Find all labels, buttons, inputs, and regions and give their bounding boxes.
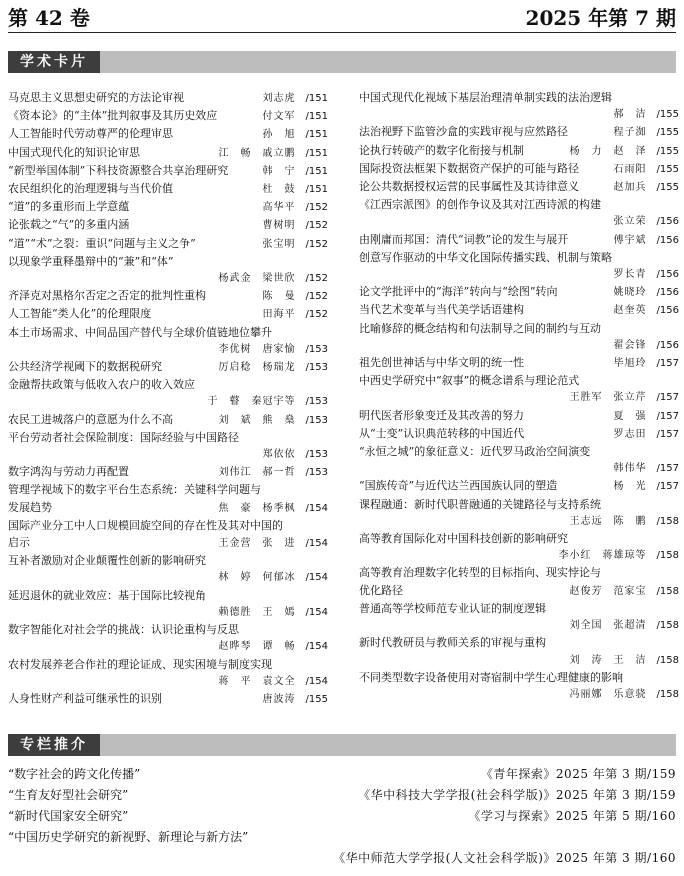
article-title: 课程融通：新时代职普融通的关键路径与支持系统	[359, 497, 601, 511]
article-page: /158	[656, 515, 679, 527]
column-rec-title: “新时代国家安全研究”	[8, 809, 129, 823]
article-meta	[8, 341, 328, 358]
article-meta	[219, 464, 328, 481]
article-title-cont: 优化路径	[359, 583, 403, 597]
article-title: 管理学视域下的数字平台生态系统：关键科学问题与	[8, 483, 261, 497]
article-row	[359, 407, 679, 425]
article-row	[359, 301, 679, 319]
article-title: 祖先创世神话与中华文明的统一性	[359, 356, 524, 370]
article-page: /157	[656, 392, 679, 404]
article-title: 高等教育国际化对中国科技创新的影响研究	[359, 532, 568, 546]
article-page: /153	[305, 467, 328, 479]
article-entry[interactable]	[8, 463, 328, 481]
article-authors: 林 婷 何郁冰	[218, 572, 296, 584]
article-page: /157	[656, 463, 679, 475]
article-row	[8, 125, 328, 143]
article-authors: 王金营 张 进	[218, 538, 296, 550]
article-authors: 姚晓玲	[613, 287, 647, 299]
article-entry[interactable]	[359, 443, 679, 477]
volume-label: 第 42 卷	[8, 5, 90, 30]
article-authors: 郑依依	[262, 449, 296, 461]
article-meta	[263, 108, 328, 125]
section-title: 学术卡片	[8, 51, 100, 73]
article-meta	[614, 408, 679, 425]
article-title: 数字鸿沟与劳动力再配置	[8, 465, 129, 479]
column-rec-title: “生育友好型社会研究”	[8, 788, 129, 802]
article-entry[interactable]	[359, 283, 679, 301]
article-authors: 王志远 陈 鹏	[569, 515, 647, 527]
article-page: /156	[656, 216, 679, 228]
article-meta	[219, 535, 328, 552]
column-rec-source: 《华中科技大学学报(社会科学版)》2025 年第 3 期/159	[358, 788, 676, 802]
article-row	[8, 358, 328, 376]
article-title: 论文学批评中的“海洋”转向与“绘图”转向	[359, 285, 558, 299]
article-entry[interactable]	[8, 305, 328, 323]
article-authors: 杨 光	[613, 481, 647, 493]
article-meta	[359, 652, 679, 669]
article-title: “新型举国体制”下科技资源整合共享治理研究	[8, 163, 229, 177]
article-title: 论公共数据授权运营的民事属性及其诗律意义	[359, 180, 579, 194]
article-title: 《江西宗派图》的创作争议及其对江西诗派的构建	[359, 198, 601, 212]
article-title: 从“士变”认识典范转移的中国近代	[359, 426, 525, 440]
article-title: 国际产业分工中人口规模回旋空间的存在性及其对中国的	[8, 518, 283, 532]
article-title: 《资本论》的“主体”批判叙事及其历史效应	[8, 109, 218, 123]
article-title: 人工智能时代劳动尊严的伦理审思	[8, 127, 173, 141]
article-meta	[219, 412, 328, 429]
article-entry[interactable]	[8, 621, 328, 655]
article-authors: 于 瞽 秦冠宇等	[207, 396, 296, 408]
article-page: /154	[305, 502, 328, 514]
article-title: 普通高等学校师范专业认证的制度逻辑	[359, 601, 546, 615]
article-entry[interactable]	[359, 669, 679, 703]
article-authors: 赵奎英	[613, 305, 647, 317]
left-column	[8, 89, 328, 708]
article-page: /156	[656, 234, 679, 246]
article-page: /152	[305, 291, 328, 303]
article-title: 由刚庸而邦国：清代“词教”论的发生与展开	[359, 232, 569, 246]
article-authors: 韩 宁	[262, 165, 296, 177]
article-entry[interactable]	[8, 235, 328, 253]
article-page: /155	[305, 693, 328, 705]
article-authors: 刘全国 张超清	[569, 620, 647, 632]
article-page: /152	[305, 202, 328, 214]
article-page: /158	[656, 550, 679, 562]
article-title: 论张载之“气”的多重内涵	[8, 218, 130, 232]
article-page: /151	[305, 184, 328, 196]
article-authors: 罗志田	[613, 428, 647, 440]
article-title-cont: 发展趋势	[8, 500, 52, 514]
column-rec-item[interactable]	[8, 785, 676, 806]
article-row	[359, 231, 679, 249]
article-title: 数字智能化对社会学的挑战：认识论重构与反思	[8, 623, 239, 637]
article-page: /156	[656, 287, 679, 299]
article-page: /153	[305, 414, 328, 426]
article-entry[interactable]	[8, 690, 328, 708]
article-page: /158	[656, 654, 679, 666]
article-page: /157	[656, 481, 679, 493]
article-page: /155	[656, 145, 679, 157]
article-row	[8, 287, 328, 305]
article-title: “国族传奇”与近代达兰西国族认同的塑造	[359, 479, 558, 493]
right-column	[359, 89, 679, 703]
column-rec-item[interactable]	[8, 806, 676, 827]
article-entry[interactable]	[8, 376, 328, 410]
article-authors: 蒋 平 袁文全	[218, 675, 296, 687]
article-meta	[219, 145, 328, 162]
article-authors: 刘伟江 郝一哲	[218, 467, 296, 479]
article-entry[interactable]	[8, 552, 328, 586]
article-entry[interactable]	[359, 477, 679, 495]
article-row	[359, 142, 679, 160]
article-meta	[8, 569, 328, 586]
article-entry[interactable]	[359, 407, 679, 425]
article-meta	[614, 284, 679, 301]
article-title-cont: 启示	[8, 536, 30, 550]
article-entry[interactable]	[359, 231, 679, 249]
article-meta	[263, 217, 328, 234]
article-row	[359, 582, 679, 600]
article-page: /154	[305, 572, 328, 584]
section-header-column-recommendations	[8, 734, 676, 756]
article-title: 马克思主义思想史研究的方法论审视	[8, 91, 184, 104]
article-meta	[614, 355, 679, 372]
article-title: 论执行转破产的数字化衔接与机制	[359, 143, 524, 157]
article-entry[interactable]	[359, 123, 679, 141]
article-authors: 李优树 唐家愉	[218, 343, 296, 355]
article-entry[interactable]	[359, 178, 679, 196]
article-meta	[570, 583, 679, 600]
article-title: 创意写作驱动的中华文化国际传播实践、机制与策略	[359, 250, 612, 264]
article-row	[8, 198, 328, 216]
article-entry[interactable]	[8, 411, 328, 429]
article-title: 国际投资法框架下数据资产保护的可能与路径	[359, 161, 579, 175]
article-meta	[219, 359, 328, 376]
article-meta	[359, 686, 679, 703]
article-row	[8, 89, 328, 107]
article-meta	[263, 236, 328, 253]
article-entry[interactable]	[8, 358, 328, 376]
article-page: /151	[305, 147, 328, 159]
article-entry[interactable]	[8, 287, 328, 305]
article-authors: 田海平	[262, 309, 296, 321]
article-row	[359, 178, 679, 196]
article-meta	[359, 266, 679, 283]
article-page: /158	[656, 620, 679, 632]
article-title: 中国式现代化的知识论审思	[8, 145, 140, 159]
article-meta	[263, 163, 328, 180]
article-page: /157	[656, 410, 679, 422]
article-row	[8, 180, 328, 198]
article-meta	[614, 426, 679, 443]
section-title: 专栏推介	[8, 734, 100, 756]
article-meta	[359, 389, 679, 406]
article-meta	[263, 199, 328, 216]
article-page: /154	[305, 675, 328, 687]
article-title: 齐泽克对黑格尔否定之否定的批判性重构	[8, 289, 206, 303]
article-title: 法治视野下监管沙盒的实践审视与应然路径	[359, 125, 568, 139]
article-row	[359, 283, 679, 301]
article-entry[interactable]	[8, 180, 328, 198]
article-title: 公共经济学视阈下的数据税研究	[8, 360, 162, 374]
article-row	[8, 534, 328, 552]
article-entry[interactable]	[359, 301, 679, 319]
article-authors: 刘志虎	[262, 93, 296, 104]
column-rec-source: 《华中师范大学学报(人文社会科学版)》2025 年第 3 期/160	[333, 851, 676, 865]
article-entry[interactable]	[8, 517, 328, 552]
article-page: /155	[656, 163, 679, 175]
article-entry[interactable]	[359, 142, 679, 160]
article-title: 以现象学重释墨辩中的“兼”和“体”	[8, 254, 174, 268]
article-title: 农村发展养老合作社的理论证成、现实困境与制度实现	[8, 657, 272, 671]
article-authors: 傅宇斌	[613, 234, 647, 246]
article-meta	[359, 617, 679, 634]
article-meta	[263, 181, 328, 198]
article-authors: 翟会锋	[613, 339, 647, 351]
article-page: /153	[305, 449, 328, 461]
article-entry[interactable]	[8, 125, 328, 143]
article-title: 人身性财产利益可继承性的识别	[8, 691, 162, 705]
article-row	[8, 235, 328, 253]
article-page: /156	[656, 269, 679, 281]
article-page: /151	[305, 165, 328, 177]
article-authors: 赖德胜 王 嫣	[218, 606, 296, 618]
article-title: 中西史学研究中“叙事”的概念谱系与理论范式	[359, 374, 580, 388]
article-authors: 赵加兵	[613, 182, 647, 194]
article-authors: 唐波涛	[262, 693, 296, 705]
column-rec-title: “中国历史学研究的新视野、新理论与新方法”	[8, 830, 249, 844]
article-row	[8, 690, 328, 708]
article-entry[interactable]	[8, 216, 328, 234]
article-entry[interactable]	[8, 144, 328, 162]
article-authors: 杨武金 梁世欣	[218, 273, 296, 285]
article-entry[interactable]	[8, 107, 328, 125]
article-row	[8, 463, 328, 481]
article-meta	[8, 393, 328, 410]
article-page: /151	[305, 93, 328, 104]
article-page: /153	[305, 362, 328, 374]
article-entry[interactable]	[359, 372, 679, 406]
column-rec-source: 《青年探索》2025 年第 3 期/159	[480, 767, 676, 781]
article-authors: 罗长青	[613, 269, 647, 281]
article-title: 农民工进城落户的意愿为什么不高	[8, 412, 173, 426]
article-page: /158	[656, 688, 679, 700]
article-row	[359, 160, 679, 178]
article-entry[interactable]	[359, 634, 679, 668]
article-entry[interactable]	[8, 198, 328, 216]
article-title: 当代艺术变革与当代美学话语建构	[359, 303, 524, 317]
article-entry[interactable]	[8, 324, 328, 358]
article-title: 比喻修辞的概念结构和句法制导之间的制约与互动	[359, 321, 601, 335]
article-entry[interactable]	[8, 162, 328, 180]
article-page: /154	[305, 606, 328, 618]
article-title: 不同类型数字设备使用对寄宿制中学生心理健康的影响	[359, 670, 623, 684]
article-authors: 杜 鼓	[262, 184, 296, 196]
article-authors: 赵俊芳 范家宝	[569, 585, 647, 597]
article-meta	[263, 288, 328, 305]
article-meta	[359, 213, 679, 230]
article-title: 中国式现代化视域下基层治理清单制实践的法治逻辑	[359, 91, 612, 104]
article-meta	[614, 161, 679, 178]
article-title: “道”“术”之裂：重识“问题与主义之争”	[8, 236, 196, 250]
article-authors: 王胜军 张立芹	[569, 392, 647, 404]
article-entry[interactable]	[8, 253, 328, 287]
article-title: “永恒之城”的象征意义：近代罗马政治空间演变	[359, 445, 591, 459]
column-rec-source-row	[8, 848, 676, 869]
article-page: /154	[305, 641, 328, 653]
article-meta	[263, 90, 328, 107]
article-title: “道”的多重形而上学意蕴	[8, 200, 130, 214]
article-entry[interactable]	[359, 425, 679, 443]
article-meta	[570, 143, 679, 160]
article-entry[interactable]	[359, 320, 679, 354]
article-authors: 杨 力 赵 泽	[569, 145, 647, 157]
article-authors: 高华平	[262, 202, 296, 214]
article-page: /155	[656, 109, 679, 121]
article-title: 延迟退休的就业效应：基于国际比较视角	[8, 588, 206, 602]
article-authors: 厉启稔 杨瑞龙	[218, 362, 296, 374]
article-entry[interactable]	[8, 89, 328, 107]
article-meta	[614, 232, 679, 249]
article-authors: 孙 旭	[262, 129, 296, 141]
article-authors: 夏 强	[613, 410, 647, 422]
article-page: /157	[656, 428, 679, 440]
article-meta	[614, 478, 679, 495]
article-page: /155	[656, 127, 679, 139]
article-entry[interactable]	[359, 530, 679, 564]
article-page: /152	[305, 309, 328, 321]
article-meta	[219, 500, 328, 517]
article-page: /156	[656, 339, 679, 351]
article-authors: 冯丽娜 乐意骁	[569, 688, 647, 700]
article-authors: 张立荣	[613, 216, 647, 228]
article-meta	[359, 337, 679, 354]
article-title: 高等教育治理数字化转型的目标指向、现实悖论与	[359, 566, 601, 580]
article-title: 本土市场需求、中间品国产替代与全球价值链地位攀升	[8, 325, 272, 339]
header-rule	[8, 32, 676, 33]
article-title: 新时代教研员与教师关系的审视与重构	[359, 636, 546, 650]
article-meta	[8, 270, 328, 287]
article-entry[interactable]	[359, 160, 679, 178]
article-entry[interactable]	[8, 656, 328, 690]
article-row	[8, 162, 328, 180]
article-meta	[614, 179, 679, 196]
article-authors: 程子洳	[613, 127, 647, 139]
article-row	[359, 425, 679, 443]
article-page: /152	[305, 273, 328, 285]
article-meta	[263, 306, 328, 323]
article-meta	[8, 604, 328, 621]
article-entry[interactable]	[8, 587, 328, 621]
article-entry[interactable]	[359, 249, 679, 283]
article-meta	[263, 126, 328, 143]
article-page: /153	[305, 396, 328, 408]
article-title: 平台劳动者社会保险制度：国际经验与中国路径	[8, 430, 239, 444]
article-entry[interactable]	[359, 196, 679, 230]
article-page: /155	[656, 182, 679, 194]
article-page: /151	[305, 111, 328, 123]
article-authors: 石雨阳	[613, 163, 647, 175]
article-row	[8, 305, 328, 323]
article-authors: 焦 豪 杨季枫	[218, 502, 296, 514]
article-meta	[359, 106, 679, 123]
article-page: /156	[656, 305, 679, 317]
column-recommendation-list	[8, 764, 676, 869]
article-meta	[359, 513, 679, 530]
article-entry[interactable]	[8, 429, 328, 463]
article-authors: 赵晔琴 谭 畅	[218, 641, 296, 653]
article-page: /151	[305, 129, 328, 141]
article-authors: 刘 斌 熊 燊	[218, 414, 296, 426]
article-page: /158	[656, 585, 679, 597]
article-row	[8, 216, 328, 234]
article-authors: 刘 涛 王 洁	[569, 654, 647, 666]
article-title: 互补者激励对企业颠覆性创新的影响研究	[8, 554, 206, 568]
article-entry[interactable]	[359, 354, 679, 372]
article-title: 明代医者形象变迁及其改善的努力	[359, 408, 524, 422]
issue-label: 2025 年第 7 期	[525, 5, 676, 30]
article-page: /154	[305, 538, 328, 550]
article-authors: 韩伟华	[613, 463, 647, 475]
article-row	[8, 107, 328, 125]
section-header-academic-cards	[8, 51, 676, 73]
article-page: /152	[305, 238, 328, 250]
article-title: 农民组织化的治理逻辑与当代价值	[8, 182, 173, 196]
article-entry[interactable]	[8, 481, 328, 516]
article-meta	[359, 460, 679, 477]
page-header	[8, 2, 676, 30]
article-meta	[263, 691, 328, 708]
article-meta	[359, 547, 679, 564]
article-row	[8, 144, 328, 162]
article-entry[interactable]	[359, 564, 679, 599]
article-row	[359, 477, 679, 495]
article-authors: 陈 曼	[262, 291, 296, 303]
column-rec-item[interactable]	[8, 827, 676, 848]
article-entry[interactable]	[359, 600, 679, 634]
article-entry[interactable]	[359, 496, 679, 530]
article-page: /157	[656, 358, 679, 370]
article-page: /153	[305, 343, 328, 355]
column-rec-source: 《学习与探索》2025 年第 5 期/160	[468, 809, 676, 823]
article-meta	[614, 302, 679, 319]
article-authors: 李小红 蒋雄琼等	[558, 550, 647, 562]
article-authors: 毕旭玲	[613, 358, 647, 370]
article-entry[interactable]	[359, 89, 679, 123]
column-rec-item[interactable]	[8, 764, 676, 785]
article-authors: 付文军	[262, 111, 296, 123]
article-authors: 江 畅 戚立鹏	[218, 147, 296, 159]
article-row	[8, 411, 328, 429]
article-meta	[8, 673, 328, 690]
article-authors: 张宝明	[262, 238, 296, 250]
article-meta	[8, 446, 328, 463]
article-row	[359, 354, 679, 372]
article-authors: 曹树明	[262, 220, 296, 232]
article-row	[8, 499, 328, 517]
article-title: 人工智能“类人化”的伦理限度	[8, 307, 152, 321]
article-title: 金融帮扶政策与低收入农户的收入效应	[8, 378, 195, 392]
article-meta	[8, 638, 328, 655]
column-rec-title: “数字社会的跨文化传播”	[8, 767, 141, 781]
article-meta	[614, 124, 679, 141]
article-row	[359, 123, 679, 141]
article-page: /152	[305, 220, 328, 232]
article-authors: 郝 洁	[613, 109, 647, 121]
